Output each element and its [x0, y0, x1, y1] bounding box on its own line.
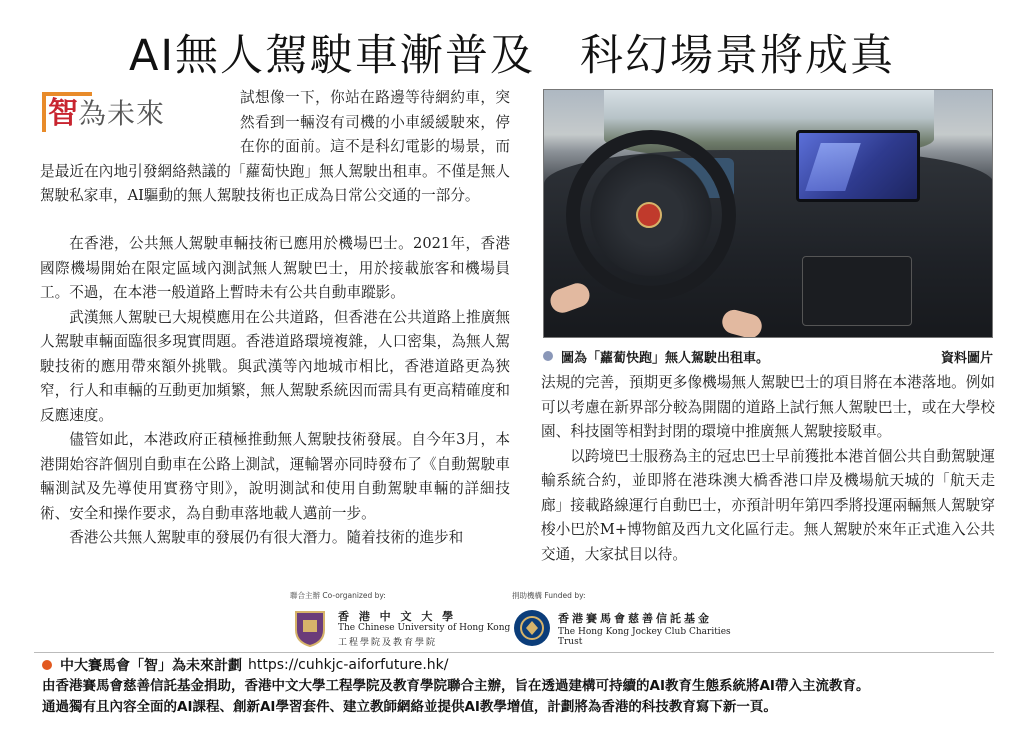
left-column-body [40, 232, 510, 551]
hkjc-logo-icon [512, 608, 552, 648]
organizer-label: 聯合主辦 Co-organized by: [290, 591, 386, 600]
caption-bullet-icon [543, 351, 553, 361]
footer-divider [34, 652, 994, 653]
footer-title [42, 655, 448, 675]
paragraph: 儘管如此，本港政府正積極推動無人駕駛技術發展。自今年3月，本港開始容許個別自動車在公路上測試，運輸署亦同時發布了《自動駕駛車輛測試及先導使用實務守則》，說明測試和使用自動駕駛車輛的詳細技術、安全和操作要求，為自動車落地載人邁前一步。 [40, 431, 510, 522]
left-column [40, 86, 510, 232]
paragraph: 以跨境巴士服務為主的冠忠巴士早前獲批本港首個公共自動駕駛運輸系統合約，並即將在港珠澳大橋香港口岸及機場航天城的「航天走廊」接載路線運行自動巴士，亦預計明年第四季將投運兩輛無人駕駛穿梭小巴於M+博物館及西九文化區行走。無人駕駛於來年正式進入公共交通，大家拭目以待。 [541, 447, 995, 563]
intro-paragraph: 試想像一下，你站在路邊等待網約車，突然看到一輛沒有司機的小車緩緩駛來，停在你的面前。這不是科幻電影的場景，而是最近在內地引發網絡熱議的「蘿蔔快跑」無人駕駛出租車。不僅是無人駕駛私家車，AI驅動的無人駕駛技術也正成為日常公交通的一部分。 [40, 89, 510, 204]
article-photo [543, 89, 993, 338]
program-name: 中大賽馬會「智」為未來計劃 [60, 658, 242, 674]
headline: AI無人駕駛車漸普及 科幻場景將成真 [128, 31, 896, 81]
paragraph: 在香港，公共無人駕駛車輛技術已應用於機場巴士。2021年，香港國際機場開始在限定區域內測試無人駕駛巴士，用於接載旅客和機場員工。不過，在本港一般道路上暫時未有公共自動車蹤影。 [40, 235, 510, 301]
funder-label: 捐助機構 Funded by: [512, 591, 586, 600]
right-column [541, 371, 995, 567]
intro-paragraph-head [40, 86, 510, 209]
footer-description [42, 676, 1002, 718]
logo-highlight: 智 [48, 96, 78, 131]
organizer-faculties: 工程學院及教育學院 [338, 638, 438, 648]
control-console [802, 256, 912, 326]
paragraph: 武漢無人駕駛已大規模應用在公共道路，但香港在公共道路上推廣無人駕駛車輛面臨很多現實問題。香港道路環境複雜，人口密集，為無人駕駛技術的應用帶來額外挑戰。與武漢等內地城市相比，香港道路更為狹窄，行人和車輛的互動更加頻繁，無人駕駛系統因而需具有更高精確度和反應速度。 [40, 308, 510, 424]
paragraph: 香港公共無人駕駛車的發展仍有很大潛力。隨着技術的進步和 [69, 529, 464, 546]
program-url[interactable]: https://cuhkjc-aiforfuture.hk/ [248, 657, 449, 673]
organizer-name-en: The Chinese University of Hong Kong [338, 623, 511, 633]
footer-line: 通過獨有且內容全面的AI課程、創新AI學習套件、建立教師網絡並提供AI教學增值，計劃將為香港的科技教育寫下新一頁。 [42, 699, 777, 715]
car-logo-icon [636, 202, 662, 228]
photo-caption [543, 345, 993, 367]
logo-text: 為未來 [78, 97, 166, 130]
center-screen [796, 130, 920, 202]
funder-name-en: The Hong Kong Jockey Club Charities Trust [558, 627, 731, 647]
footer-line: 由香港賽馬會慈善信託基金捐助，香港中文大學工程學院及教育學院聯合主辦，旨在透過建構可持續的AI教育生態系統將AI帶入主流教育。 [42, 678, 870, 694]
funder-name-zh: 香港賽馬會慈善信託基金 [558, 612, 712, 625]
organizer-name-zh: 香 港 中 文 大 學 [338, 610, 457, 623]
paragraph-continued: 法規的完善，預期更多像機場無人駕駛巴士的項目將在本港落地。例如可以考慮在新界部分較為開闊的道路上試行無人駕駛巴士，或在大學校園、科技園等相對封閉的環境中推廣無人駕駛接駁車。 [541, 374, 995, 440]
photo-credit: 資料圖片 [940, 350, 993, 366]
cuhk-crest-icon [290, 608, 330, 648]
caption-text: 圖為「蘿蔔快跑」無人駕駛出租車。 [561, 350, 770, 366]
sponsor-block [290, 590, 750, 650]
footer-bullet-icon [42, 660, 52, 670]
